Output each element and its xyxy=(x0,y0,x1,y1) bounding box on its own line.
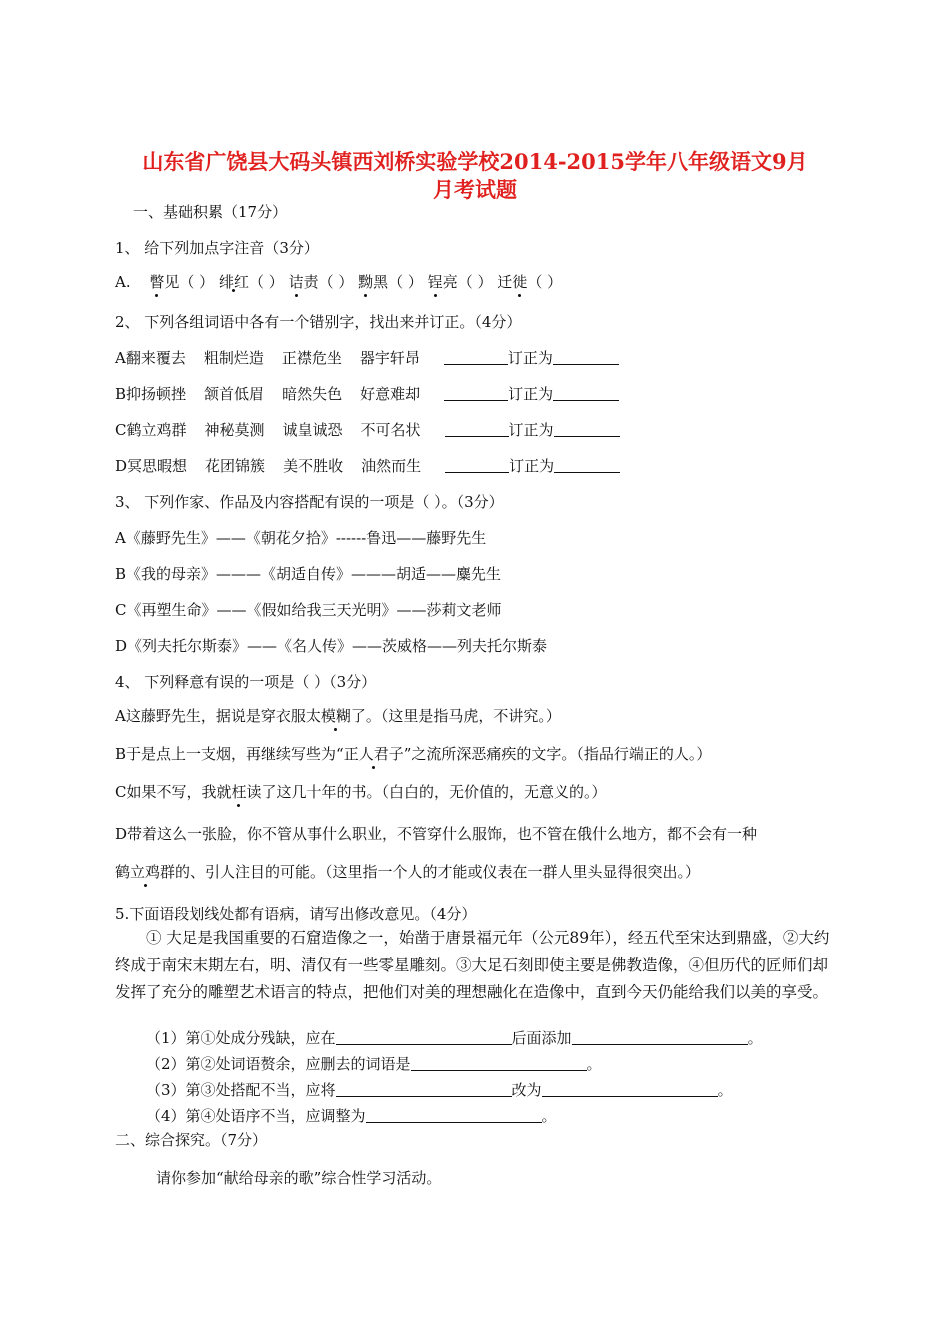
q2-stem: 2、 下列各组词语中各有一个错别字，找出来并订正。（4分） xyxy=(115,313,522,331)
answer-blank[interactable] xyxy=(444,348,508,365)
q1-item: 绯红（ ） xyxy=(218,273,284,291)
answer-blank[interactable] xyxy=(336,1080,512,1097)
q4-stem: 4、 下列释意有误的一项是（ ）（3分） xyxy=(115,673,377,691)
q1-item: 锃亮（ ） xyxy=(427,273,493,291)
section2-intro: 请你参加“献给母亲的歌”综合性学习活动。 xyxy=(156,1169,442,1187)
q1-prefix: A. xyxy=(115,273,131,291)
q5-stem: 5.下面语段划线处都有语病，请写出修改意见。（4分） xyxy=(115,905,477,923)
answer-blank[interactable] xyxy=(572,1028,748,1045)
q1-item: 诘责（ ） xyxy=(288,273,354,291)
q1-dotted-char: 瞥 xyxy=(149,273,165,291)
q1-dotted-char: 徙 xyxy=(512,273,528,291)
q4-dotted-word: 模糊 xyxy=(320,707,351,725)
q3-stem: 3、 下列作家、作品及内容搭配有误的一项是（ ）。（3分） xyxy=(115,493,504,511)
q5-sub2: （2）第②处词语赘余，应删去的词语是 。 xyxy=(146,1055,602,1073)
answer-blank[interactable] xyxy=(554,420,620,437)
exam-title-line1: 山东省广饶县大码头镇西刘桥实验学校2014-2015学年八年级语文9月 xyxy=(142,149,808,174)
q4-dotted-word: 正人君子 xyxy=(343,745,404,763)
answer-blank[interactable] xyxy=(411,1054,587,1071)
q1-items xyxy=(115,272,562,292)
q1-dotted-char: 黝 xyxy=(358,273,374,291)
q2-row: C鹤立鸡群 神秘莫测 诚皇诚恐 不可名状 订正为 xyxy=(115,420,620,440)
q5-sub4: （4）第④处语序不当，应调整为 。 xyxy=(146,1107,557,1125)
q2-row: A翻来覆去 粗制烂造 正襟危坐 器宇轩昂 订正为 xyxy=(115,348,619,368)
q4-option-d-line2: 鹤立鸡群的、引人注目的可能。（这里指一个人的才能或仪表在一群人里头显得很突出。） xyxy=(115,863,701,881)
section2-heading: 二、综合探究。（7分） xyxy=(115,1131,268,1149)
section1-heading: 一、基础积累（17分） xyxy=(133,203,288,221)
q5-passage: ① 大足是我国重要的石窟造像之一，始凿于唐景福元年（公元89年），经五代至宋达到鼎盛，②大约终成于南宋末期左右，明、清仅有一些零星雕刻。③大足石刻即使主要是佛教造像，④但历代的匠师们却发挥了充分的雕塑艺术语言的特点，把他们对美的理想融化在造像中，直到今天仍能给我们以美的享受。 xyxy=(115,929,830,1001)
answer-blank[interactable] xyxy=(445,456,509,473)
q3-option: A《藤野先生》——《朝花夕拾》------鲁迅——藤野先生 xyxy=(115,529,487,547)
answer-blank[interactable] xyxy=(553,348,619,365)
q1-item: 迁徙（ ） xyxy=(497,273,563,291)
answer-blank[interactable] xyxy=(553,384,619,401)
answer-blank[interactable] xyxy=(554,456,620,473)
q4-dotted-word: 鹤立鸡群 xyxy=(115,863,176,881)
q5-sub1: （1）第①处成分残缺，应在 后面添加 。 xyxy=(146,1029,763,1047)
q1-item: 瞥见（ ） xyxy=(149,273,215,291)
q3-option: D《列夫托尔斯泰》——《名人传》——茨威格——列夫托尔斯泰 xyxy=(115,637,548,655)
answer-blank[interactable] xyxy=(444,384,508,401)
answer-blank[interactable] xyxy=(542,1080,718,1097)
q1-dotted-char: 锃 xyxy=(427,273,443,291)
q4-dotted-word: 枉 xyxy=(231,783,247,801)
exam-title-line2: 月考试题 xyxy=(433,177,517,202)
answer-blank[interactable] xyxy=(336,1028,512,1045)
answer-blank[interactable] xyxy=(366,1106,542,1123)
q2-row: B抑扬顿挫 颔首低眉 暗然失色 好意难却 订正为 xyxy=(115,384,619,404)
q5-sub3: （3）第③处搭配不当，应将 改为 。 xyxy=(146,1081,733,1099)
q4-option-c: C如果不写，我就枉读了这几十年的书。（白白的，无价值的，无意义的。） xyxy=(115,783,607,801)
q1-item: 黝黑（ ） xyxy=(358,273,423,291)
q3-option: C《再塑生命》——《假如给我三天光明》——莎莉文老师 xyxy=(115,601,502,619)
answer-blank[interactable] xyxy=(445,420,509,437)
q1-dotted-char: 诘 xyxy=(288,273,304,291)
q3-option: B《我的母亲》———《胡适自传》———胡适——麋先生 xyxy=(115,565,502,583)
q4-option-d-line1: D带着这么一张脸，你不管从事什么职业，不管穿什么服饰，也不管在俄什么地方，都不会有一种 xyxy=(115,825,758,843)
q1-stem: 1、 给下列加点字注音（3分） xyxy=(115,239,319,257)
q2-row: D冥思暇想 花团锦簇 美不胜收 油然而生 订正为 xyxy=(115,456,620,476)
q4-option-b: B于是点上一支烟，再继续写些为“正人君子”之流所深恶痛疾的文字。（指品行端正的人。） xyxy=(115,745,712,763)
q4-option-a: A这藤野先生，据说是穿衣服太模糊了。（这里是指马虎，不讲究。） xyxy=(115,707,561,725)
